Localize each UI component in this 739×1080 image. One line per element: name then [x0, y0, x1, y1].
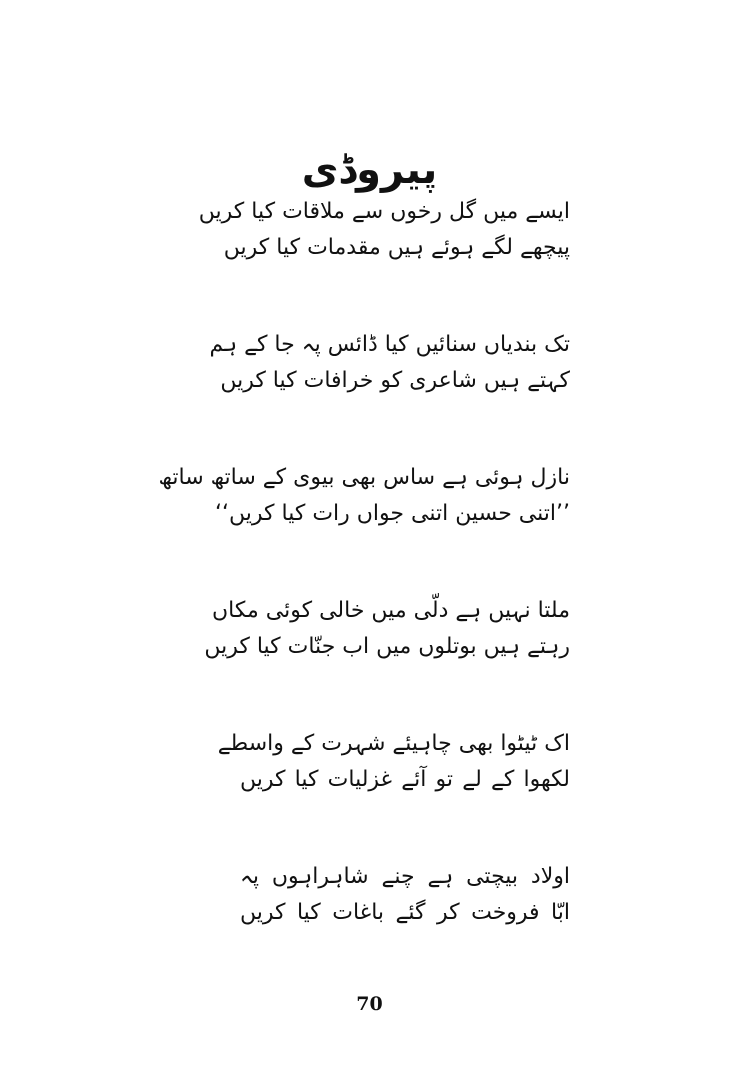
stanza — [209, 331, 570, 403]
stanza — [240, 863, 570, 935]
verse-line: رہتے ہیں بوتلوں میں اب جنّات کیا کریں — [204, 634, 570, 659]
verse-line: اولاد بیچتی ہے چنے شاہراہوں پہ — [240, 864, 570, 889]
verse-line: ’’اتنی حسین اتنی جواں رات کیا کریں‘‘ — [215, 501, 570, 526]
poem-title: پیروڈی — [301, 147, 438, 193]
verse-line: لکھوا کے لے تو آئے غزلیات کیا کریں — [240, 767, 570, 792]
stanza — [217, 730, 570, 802]
verse-line: ملتا نہیں ہے دلّی میں خالی کوئی مکاں — [212, 598, 570, 623]
verse-line: کہتے ہیں شاعری کو خرافات کیا کریں — [220, 368, 570, 393]
poem-body — [158, 198, 570, 935]
page-number: 70 — [356, 993, 383, 1015]
verse-line: پیچھے لگے ہوئے ہیں مقدمات کیا کریں — [223, 235, 570, 260]
verse-line: اک ٹیٹوا بھی چاہیئے شہرت کے واسطے — [217, 731, 570, 756]
stanza — [198, 198, 570, 270]
verse-line: نازل ہوئی ہے ساس بھی بیوی کے ساتھ ساتھ — [158, 465, 570, 490]
stanza — [204, 597, 570, 669]
verse-line: ابّا فروخت کر گئے باغات کیا کریں — [240, 900, 570, 925]
verse-line: ایسے میں گل رخوں سے ملاقات کیا کریں — [198, 199, 570, 224]
verse-line: تک بندیاں سنائیں کیا ڈائس پہ جا کے ہم — [209, 332, 570, 357]
stanza — [158, 464, 570, 536]
